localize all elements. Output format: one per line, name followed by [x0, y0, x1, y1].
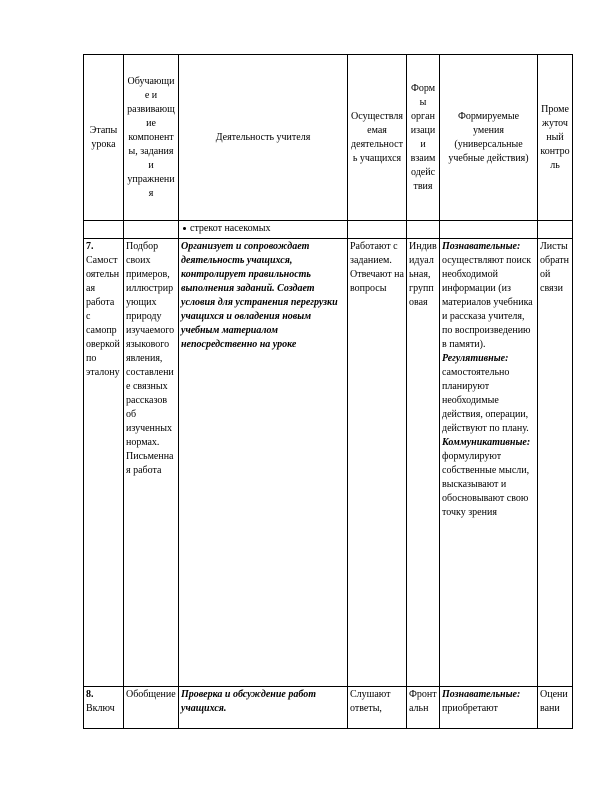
row7-regulatory-text: самостоятельно планируют необходимые действия, операции, действуют по плану.: [442, 367, 529, 434]
row7-forms-cell: Индивидуальная, групповая: [407, 239, 440, 687]
carry-tasks-cell: [124, 221, 179, 239]
row8-stage-number: 8.: [86, 689, 94, 700]
row7-cognitive-label: Познавательные:: [442, 241, 521, 252]
row8-skills-cell: [440, 687, 538, 729]
header-teacher: Деятельность учителя: [179, 55, 348, 221]
lesson-plan-table: [83, 54, 573, 729]
carry-forms-cell: [407, 221, 440, 239]
row8-stage-name: Включ: [86, 703, 115, 714]
header-control: Промежуточный контроль: [538, 55, 573, 221]
row7-stage-cell: [84, 239, 124, 687]
carry-bullet-text: стрекот насекомых: [190, 223, 271, 234]
row8-stage-cell: [84, 687, 124, 729]
carry-control-cell: [538, 221, 573, 239]
row7-control-cell: Листы обратной связи: [538, 239, 573, 687]
header-forms: Формы организации взаимодействия: [407, 55, 440, 221]
row7-cognitive-text: осуществляют поиск необходимой информации (из материалов учебника и рассказа учителя, по воспроизведению в памяти).: [442, 255, 533, 350]
row7-tasks-cell: Подбор своих примеров, иллюстрирующих природу изучаемого языкового явления, составление связных рассказов об изученных нормах. Письменная работа: [124, 239, 179, 687]
header-skills-line1: Формируемые умения: [457, 110, 520, 136]
table-header-row: [84, 55, 573, 221]
row7-communicative-text: формулируют собственные мысли, высказывают и обосновывают свою точку зрения: [442, 451, 530, 518]
row7-stage-name: Самостоятельная работа с самопроверкой по эталону: [86, 255, 120, 378]
row8-cognitive-text: приобретают: [442, 703, 498, 714]
row7-regulatory-label: Регулятивные:: [442, 353, 509, 364]
row7-teacher-cell: Организует и сопровождает деятельность учащихся, контролирует правильность выполнения заданий. Создает условия для устранения перегрузки учащихся и овладения новым учебным материалом непосредственно на уроке: [179, 239, 348, 687]
row7-skills-cell: [440, 239, 538, 687]
header-skills: [440, 55, 538, 221]
row8-forms-cell: Фронтальн: [407, 687, 440, 729]
table-row-7: [84, 239, 573, 687]
header-students: Осуществляемая деятельность учащихся: [348, 55, 407, 221]
carry-stage-cell: [84, 221, 124, 239]
carry-teacher-cell: [179, 221, 348, 239]
bullet-icon: [183, 227, 186, 230]
row8-tasks-cell: Обобщение: [124, 687, 179, 729]
carry-skills-cell: [440, 221, 538, 239]
row8-teacher-cell: Проверка и обсуждение работ учащихся.: [179, 687, 348, 729]
row7-communicative-label: Коммуникативные:: [442, 437, 531, 448]
row7-stage-number: 7.: [86, 241, 94, 252]
header-components: Обучающие и развивающие компоненты, задания и упражнения: [124, 55, 179, 221]
row8-control-cell: Оценивани: [538, 687, 573, 729]
row7-students-cell: Работают с заданием. Отвечают на вопросы: [348, 239, 407, 687]
header-skills-line2: (универсальные учебные действия): [448, 138, 529, 164]
table-row-8: [84, 687, 573, 729]
carry-students-cell: [348, 221, 407, 239]
header-stage: Этапы урока: [84, 55, 124, 221]
carry-over-row: [84, 221, 573, 239]
row8-students-cell: Слушают ответы,: [348, 687, 407, 729]
row8-cognitive-label: Познавательные:: [442, 689, 521, 700]
